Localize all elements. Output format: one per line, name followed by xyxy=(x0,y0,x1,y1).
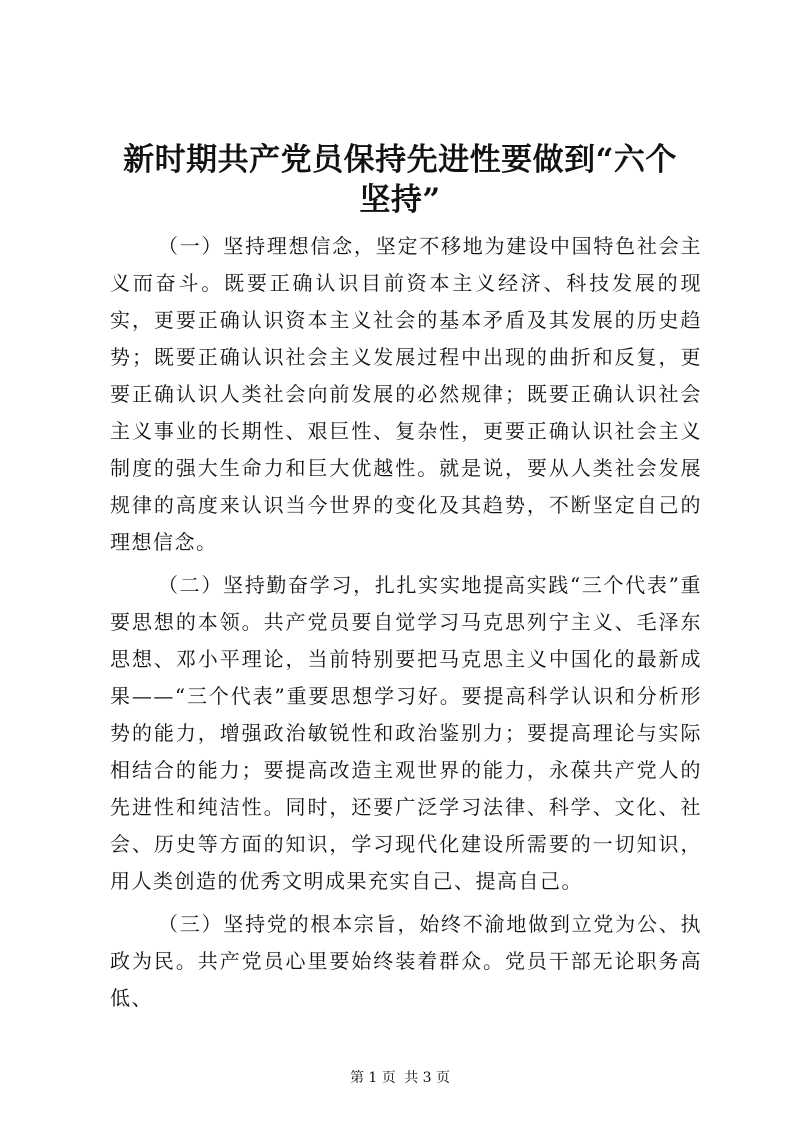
paragraph-2: （二）坚持勤奋学习，扎扎实实地提高实践“三个代表”重要思想的本领。共产党员要自觉学习马克思列宁主义、毛泽东思想、邓小平理论，当前特别要把马克思主义中国化的最新成果——“三个代表”重要思想学习好。要提高科学认识和分析形势的能力，增强政治敏锐性和政治鉴别力；要提高理论与实际相结合的能力；要提高改造主观世界的能力，永葆共产党人的先进性和纯洁性。同时，还要广泛学习法律、科学、文化、社会、历史等方面的知识，学习现代化建设所需要的一切知识，用人类创造的优秀文明成果充实自己、提高自己。 xyxy=(110,573,702,893)
document-title: 新时期共产党员保持先进性要做到“六个坚持” xyxy=(123,142,677,218)
page-number: 第 1 页 xyxy=(349,1070,396,1086)
page-total: 共 3 页 xyxy=(404,1070,451,1086)
document-body xyxy=(110,228,702,1023)
paragraph-1: （一）坚持理想信念，坚定不移地为建设中国特色社会主义而奋斗。既要正确认识目前资本主义经济、科技发展的现实，更要正确认识资本主义社会的基本矛盾及其发展的历史趋势；既要正确认识社会主义发展过程中出现的曲折和反复，更要正确认识人类社会向前发展的必然规律；既要正确认识社会主义事业的长期性、艰巨性、复杂性，更要正确认识社会主义制度的强大生命力和巨大优越性。就是说，要从人类社会发展规律的高度来认识当今世界的变化及其趋势，不断坚定自己的理想信念。 xyxy=(110,234,702,554)
page-footer xyxy=(0,1068,800,1088)
paragraph-3: （三）坚持党的根本宗旨，始终不渝地做到立党为公、执政为民。共产党员心里要始终装着群众。党员干部无论职务高低、 xyxy=(110,912,702,1010)
